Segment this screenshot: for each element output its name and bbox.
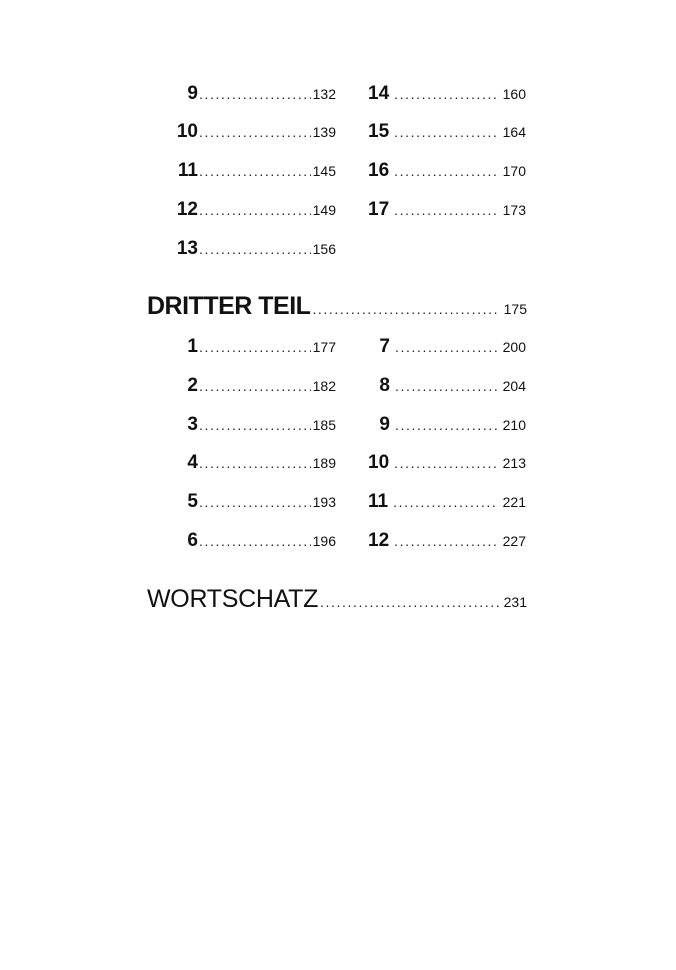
dot-leader: [320, 590, 499, 614]
toc-entry: [170, 82, 336, 106]
chapter-number: 5: [187, 491, 198, 512]
toc-entry: [170, 374, 336, 398]
page-number: 182: [312, 378, 336, 394]
section-title: DRITTER TEIL: [147, 292, 311, 320]
dot-leader: [199, 413, 311, 437]
chapter-number: 12: [176, 199, 198, 220]
section-title: WORTSCHATZ: [147, 585, 319, 613]
chapter-number: 10: [368, 452, 390, 473]
chapter-number: 15: [368, 121, 390, 142]
toc-entry: [170, 490, 336, 514]
dot-leader: [394, 120, 497, 144]
dot-leader: [394, 198, 497, 222]
chapter-number: 11: [177, 160, 198, 181]
page-number: 170: [502, 163, 526, 179]
toc-entry: [170, 529, 336, 553]
chapter-number: 17: [368, 199, 390, 220]
dot-leader: [395, 413, 497, 437]
chapter-number: 2: [187, 375, 198, 396]
chapter-number: 4: [187, 452, 198, 473]
dot-leader: [199, 120, 311, 144]
dot-leader: [199, 159, 311, 183]
toc-entry: [368, 198, 526, 222]
dot-leader: [395, 374, 497, 398]
page-number: 200: [502, 339, 526, 355]
page-number: 164: [502, 124, 526, 140]
toc-entry: [368, 490, 526, 514]
page-number: 160: [502, 86, 526, 102]
dot-leader: [199, 490, 311, 514]
toc-entry: [368, 374, 526, 398]
chapter-number: 1: [187, 336, 198, 357]
chapter-number: 3: [187, 414, 198, 435]
dot-leader: [394, 451, 497, 475]
chapter-number: 10: [176, 121, 198, 142]
chapter-number: 13: [176, 238, 198, 259]
chapter-number: 8: [379, 375, 390, 396]
toc-entry: [368, 82, 526, 106]
page-number: 193: [312, 494, 336, 510]
dot-leader: [395, 335, 497, 359]
dot-leader: [199, 237, 311, 261]
dot-leader: [199, 451, 311, 475]
chapter-number: 6: [187, 530, 198, 551]
toc-entry: [368, 413, 526, 437]
toc-entry: [368, 120, 526, 144]
chapter-number: 12: [368, 530, 390, 551]
page-number: 145: [312, 163, 336, 179]
dot-leader: [199, 198, 311, 222]
dot-leader: [199, 529, 311, 553]
toc-entry: [170, 335, 336, 359]
page-number: 156: [312, 241, 336, 257]
section-heading-dritter-teil: [147, 291, 527, 321]
page-number: 189: [312, 455, 336, 471]
page-number: 139: [312, 124, 336, 140]
page-number: 132: [312, 86, 336, 102]
dot-leader: [394, 82, 497, 106]
toc-entry: [368, 159, 526, 183]
toc-entry: [170, 237, 336, 261]
chapter-number: 9: [187, 83, 198, 104]
page-number: 231: [503, 594, 527, 610]
toc-entry: [368, 335, 526, 359]
page-number: 210: [502, 417, 526, 433]
dot-leader: [199, 374, 311, 398]
page-number: 177: [312, 339, 336, 355]
chapter-number: 7: [379, 336, 390, 357]
dot-leader: [394, 529, 497, 553]
dot-leader: [199, 82, 311, 106]
dot-leader: [199, 335, 311, 359]
toc-entry: [170, 159, 336, 183]
toc-entry: [170, 451, 336, 475]
toc-entry: [368, 451, 526, 475]
section-heading-wortschatz: [147, 584, 527, 614]
page-number: 173: [502, 202, 526, 218]
page-number: 204: [502, 378, 526, 394]
page-number: 175: [503, 301, 527, 317]
toc-entry: [170, 198, 336, 222]
page-number: 213: [502, 455, 526, 471]
dot-leader: [394, 159, 497, 183]
chapter-number: 14: [368, 83, 390, 104]
toc-entry: [170, 413, 336, 437]
dot-leader: [312, 297, 498, 321]
toc-entry: [170, 120, 336, 144]
chapter-number: 9: [379, 414, 390, 435]
chapter-number: 16: [368, 160, 390, 181]
page-number: 185: [312, 417, 336, 433]
page-number: 227: [502, 533, 526, 549]
chapter-number: 11: [368, 491, 389, 512]
page-number: 149: [312, 202, 336, 218]
dot-leader: [393, 490, 497, 514]
toc-entry: [368, 529, 526, 553]
page-number: 221: [502, 494, 526, 510]
page-number: 196: [312, 533, 336, 549]
